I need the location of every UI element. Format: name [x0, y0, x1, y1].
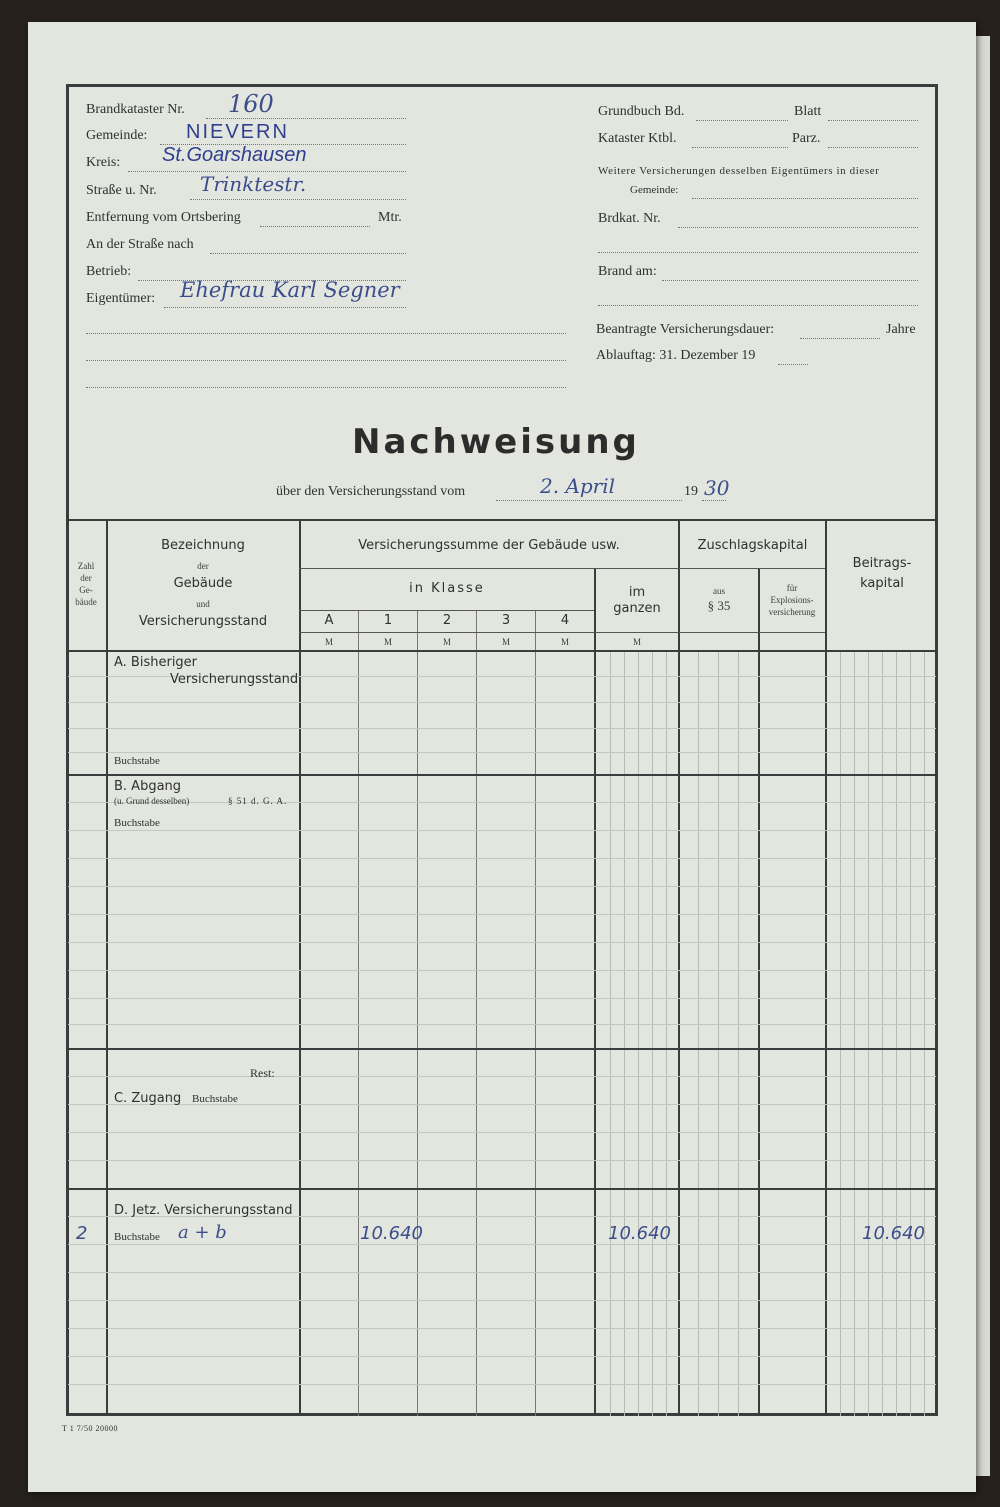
section-b-sub: (u. Grund desselben) [114, 796, 190, 806]
form-sheet [28, 22, 976, 1492]
col-bezeichnung-header-3: Gebäude [173, 576, 233, 591]
subtitle-prefix: über den Versicherungsstand vom [276, 484, 466, 499]
beitrag-2: kapital [860, 576, 904, 591]
eigentuemer-value: Ehefrau Karl Segner [180, 278, 400, 302]
page-title: Nachweisung [352, 422, 640, 462]
klasse-1: 1 [383, 613, 393, 628]
gemeinde-value: NIEVERN [186, 121, 289, 143]
weitere-line1: Weitere Versicherungen desselben Eigentümers in dieser [598, 165, 880, 177]
section-b-para: § 51 d. G. A. [228, 796, 288, 806]
section-c-buchstabe: Buchstabe [192, 1093, 238, 1105]
section-d-klasse1: 10.640 [360, 1223, 423, 1244]
section-d-title: D. Jetz. Versicherungsstand [114, 1203, 293, 1218]
in-klasse-header: in Klasse [409, 581, 485, 596]
betrieb-label: Betrieb: [86, 264, 132, 279]
kreis-value: St.Goarshausen [162, 144, 307, 166]
im-ganzen-2: ganzen [613, 601, 661, 616]
dauer-unit: Jahre [886, 322, 916, 337]
group-versicherungssumme: Versicherungssumme der Gebäude usw. [358, 538, 620, 553]
unit-m-4: M [560, 637, 569, 647]
footer-code: T 1 7/50 20000 [62, 1424, 118, 1433]
entfernung-label: Entfernung vom Ortsbering [86, 210, 241, 225]
brdkat-label: Brdkat. Nr. [598, 211, 661, 226]
col-bezeichnung-header-5: Versicherungsstand [138, 614, 268, 629]
section-a-title-1: A. Bisheriger [114, 655, 198, 670]
zuschlag-aus: aus § 35 [707, 586, 731, 613]
klasse-a: A [324, 613, 334, 628]
section-b-title: B. Abgang [114, 779, 182, 794]
section-d-buchstabe-value: a + b [178, 1222, 227, 1243]
unit-m-3: M [501, 637, 510, 647]
unit-m-1: M [383, 637, 392, 647]
brand-label: Brand am: [598, 264, 657, 279]
section-d-buchstabe: Buchstabe [114, 1231, 160, 1243]
col-zahl-header: Zahl der Ge- bäude [75, 561, 97, 607]
zuschlag-explosion: für Explosions- versicherung [768, 583, 816, 617]
eigentuemer-label: Eigentümer: [86, 291, 156, 306]
col-bezeichnung-header-4: und [196, 599, 210, 609]
grundbuch-label: Grundbuch Bd. [598, 104, 685, 119]
kataster-label: Kataster Ktbl. [598, 131, 677, 146]
brandkataster-label: Brandkataster Nr. [86, 102, 185, 117]
section-d-im-ganzen: 10.640 [608, 1223, 671, 1244]
section-c-title: C. Zugang [114, 1091, 182, 1106]
strasse-label: Straße u. Nr. [86, 183, 157, 198]
subtitle-date: 2. April [540, 474, 616, 498]
dauer-label: Beantragte Versicherungsdauer: [596, 322, 775, 337]
gemeinde-label: Gemeinde: [86, 128, 148, 143]
im-ganzen-1: im [628, 585, 646, 600]
section-b-buchstabe: Buchstabe [114, 817, 160, 829]
an-der-strasse-label: An der Straße nach [86, 237, 194, 252]
klasse-2: 2 [442, 613, 452, 628]
section-a-title-2: Versicherungsstand [170, 672, 299, 687]
weitere-line2: Gemeinde: [630, 184, 679, 196]
unit-m-2: M [442, 637, 451, 647]
col-bezeichnung-header-2: der [197, 561, 209, 571]
subtitle-year: 30 [704, 476, 730, 500]
beitrag-1: Beitrags- [852, 556, 912, 571]
section-d-zahl: 2 [76, 1223, 88, 1244]
kreis-label: Kreis: [86, 155, 121, 170]
ablauftag-label: Ablauftag: 31. Dezember 19 [596, 348, 756, 363]
blatt-label: Blatt [794, 104, 822, 119]
entfernung-unit: Mtr. [378, 210, 402, 225]
section-a-buchstabe: Buchstabe [114, 755, 160, 767]
brandkataster-value: 160 [228, 90, 274, 118]
klasse-4: 4 [560, 613, 570, 628]
klasse-3: 3 [501, 613, 511, 628]
section-c-rest: Rest: [250, 1066, 275, 1080]
group-zuschlag: Zuschlagskapital [697, 538, 808, 553]
col-bezeichnung-header-1: Bezeichnung [161, 538, 245, 553]
parz-label: Parz. [792, 131, 821, 146]
section-d-beitrag: 10.640 [862, 1223, 925, 1244]
strasse-value: Trinktestr. [200, 172, 307, 196]
unit-m-a: M [324, 637, 333, 647]
subtitle-year-prefix: 19 [684, 484, 698, 499]
unit-m-ganzen: M [632, 637, 641, 647]
